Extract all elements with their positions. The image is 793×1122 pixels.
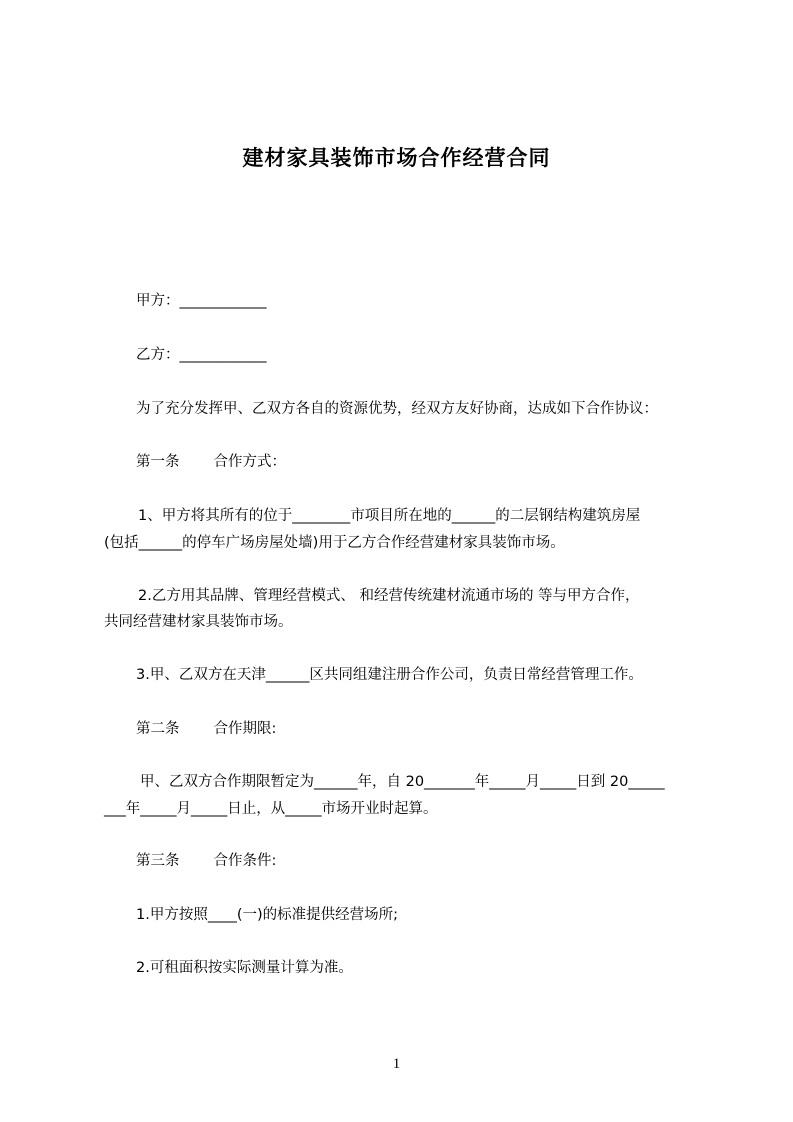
article-3-number: 第三条 — [136, 853, 180, 869]
article-1-item-3: 3.甲、乙双方在天津______区共同组建注册合作公司，负责日常经营管理工作。 — [136, 667, 643, 683]
article-3-item-2: 2.可租面积按实际测量计算为准。 — [136, 960, 353, 976]
article-2-number: 第二条 — [136, 721, 180, 737]
party-a-line: 甲方：____________ — [136, 293, 267, 309]
preamble-paragraph: 为了充分发挥甲、乙双方各自的资源优势，经双方友好协商，达成如下合作协议： — [136, 401, 658, 417]
article-3-heading — [136, 847, 736, 875]
article-2-title: 合作期限: — [213, 721, 277, 737]
article-2-line-1: 甲、乙双方合作期限暂定为______年，自 20_______年_____月_____日到 20_____ — [140, 774, 665, 790]
article-3-item-1: 1.甲方按照____(一)的标准提供经营场所; — [136, 907, 399, 923]
document-title: 建材家具装饰市场合作经营合同 — [242, 146, 551, 170]
article-2-heading — [136, 715, 736, 743]
party-b-line: 乙方：____________ — [136, 347, 267, 363]
page-number: 1 — [392, 1056, 401, 1072]
article-2-line-2: ___年_____月_____日止，从_____市场开业时起算。 — [104, 801, 438, 817]
article-1-item-2-line-2: 共同经营建材家具装饰市场。 — [104, 614, 293, 630]
article-3-title: 合作条件: — [213, 853, 277, 869]
article-1-item-1-line-1: 1、甲方将其所有的位于________市项目所在地的______的二层钢结构建筑房屋 — [138, 508, 641, 524]
article-1-item-1-line-2: (包括______的停车广场房屋处墙)用于乙方合作经营建材家具装饰市场。 — [104, 535, 565, 551]
article-1-heading — [136, 448, 736, 476]
article-1-title: 合作方式： — [213, 454, 286, 470]
article-1-item-2-line-1: 2.乙方用其品牌、管理经营模式、 和经营传统建材流通市场的 等与甲方合作， — [138, 588, 640, 604]
article-1-number: 第一条 — [136, 454, 180, 470]
